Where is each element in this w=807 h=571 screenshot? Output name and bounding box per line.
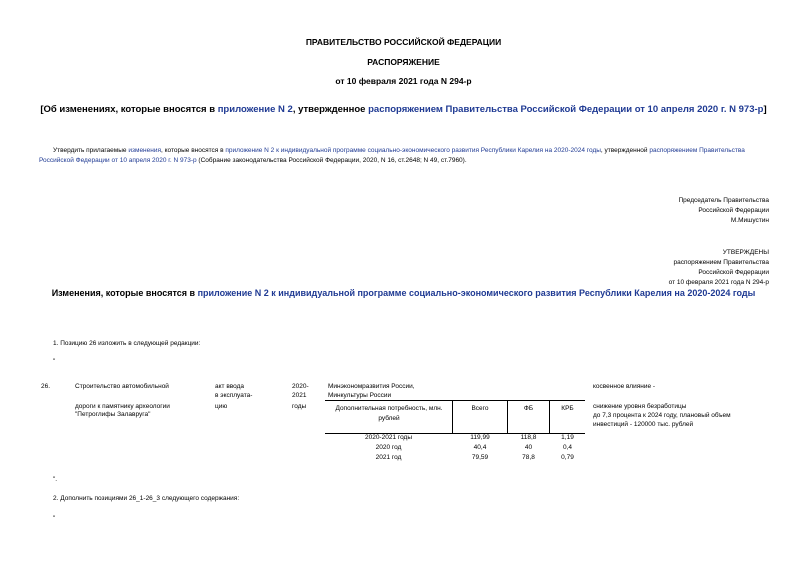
need-row-fb: 78,8: [522, 454, 535, 461]
item-2-text: 2. Дополнить позициями 26_1-26_3 следующего содержания:: [53, 495, 240, 502]
approved-line-3: Российской Федерации: [698, 269, 769, 276]
body-text-3: , утвержденной: [600, 147, 650, 154]
body-paragraph: [39, 146, 771, 166]
document-type: РАСПОРЯЖЕНИЕ: [367, 57, 440, 67]
document-title: [0, 104, 807, 115]
title-link-order[interactable]: распоряжением Правительства Российской Федерации от 10 апреля 2020 г. N 973-р: [368, 104, 764, 115]
row-period-line-3: годы: [292, 403, 307, 410]
row-number: 26.: [41, 383, 51, 390]
body-text-2: , которые вносятся в: [161, 147, 226, 154]
changes-title-link[interactable]: приложение N 2 к индивидуальной программе социально-экономического развития Республики Карелия на 2020-2024 годы: [197, 288, 756, 298]
approved-block: [469, 248, 769, 288]
need-table-header: [325, 400, 585, 434]
quote-open-2: ": [53, 515, 56, 522]
table-row: [325, 444, 585, 454]
signature-line-3: М.Мишустин: [730, 217, 769, 224]
need-row-total: 79,59: [471, 454, 489, 461]
row-doc-line-1: акт ввода: [215, 383, 245, 390]
row-responsible-line-1: Минэкономразвития России,: [328, 383, 415, 390]
body-link-changes[interactable]: изменения: [128, 147, 161, 154]
row-name-line-1: Строительство автомобильной: [75, 383, 169, 390]
row-name-line-2: дороги к памятнику археологии: [75, 403, 170, 410]
body-link-appendix[interactable]: приложение N 2 к индивидуальной программе социально-экономического развития Республики Карелия на 2020-2024 годы: [225, 147, 601, 154]
signature-line-2: Российской Федерации: [698, 207, 769, 214]
row-period-line-1: 2020-: [292, 383, 309, 390]
signature-block: [469, 196, 769, 226]
need-label-line-2: рублей: [378, 415, 400, 422]
need-row-krb: 1,19: [561, 434, 574, 441]
body-text-1: Утвердить прилагаемые: [53, 147, 129, 154]
need-row-fb: 40: [524, 444, 533, 451]
row-responsible-line-2: Минкультуры России: [328, 392, 392, 399]
title-open: [Об изменениях, которые вносятся в: [40, 104, 218, 115]
item-1-text: 1. Позицию 26 изложить в следующей редакции:: [53, 340, 201, 347]
need-row-krb: 0,4: [562, 444, 573, 451]
approved-line-2: распоряжением Правительства: [673, 259, 769, 266]
need-label-line-1: Дополнительная потребность, млн.: [335, 405, 443, 412]
need-header-fb: ФБ: [523, 405, 534, 412]
table-row: [325, 434, 585, 444]
approved-line-1: УТВЕРЖДЕНЫ: [722, 249, 769, 256]
table-row: [325, 454, 585, 464]
need-row-total: 119,99: [470, 434, 490, 441]
row-doc-line-3: цию: [215, 403, 228, 410]
quote-open: ": [53, 358, 56, 365]
signature-line-1: Председатель Правительства: [678, 197, 769, 204]
row-effect-line-2: снижение уровня безработицы: [593, 403, 687, 410]
need-row-label: 2021 год: [375, 454, 402, 461]
row-effect-line-4: инвестиций - 120000 тыс. рублей: [593, 421, 694, 428]
row-doc-line-2: в эксплуата-: [215, 392, 253, 399]
need-row-label: 2020-2021 годы: [364, 434, 413, 441]
need-table-top-border: [325, 400, 585, 401]
title-mid: , утвержденное: [292, 104, 369, 115]
body-link-order-b[interactable]: Правительства Российской Федерации от 10 апреля 2020 г. N 973-р: [39, 147, 745, 164]
need-row-label: 2020 год: [375, 444, 402, 451]
government-heading: ПРАВИТЕЛЬСТВО РОССИЙСКОЙ ФЕДЕРАЦИИ: [305, 37, 502, 47]
changes-title: [0, 288, 807, 298]
need-row-total: 40,4: [473, 444, 487, 451]
row-name-line-3: "Петроглифы Залавруга": [75, 411, 151, 418]
body-text-4: (Собрание законодательства Российской Федерации, 2020, N 16, ст.2648; N 49, ст.7960).: [196, 157, 467, 164]
need-row-krb: 0,79: [561, 454, 574, 461]
body-link-order-a[interactable]: распоряжением: [649, 147, 698, 154]
row-effect-line-1: косвенное влияние -: [593, 383, 656, 390]
row-effect-line-3: до 7,3 процента к 2024 году, плановый объем: [593, 412, 731, 419]
title-link-appendix[interactable]: приложение N 2: [217, 104, 293, 115]
changes-title-text: Изменения, которые вносятся в: [51, 288, 198, 298]
need-row-fb: 118,8: [520, 434, 537, 441]
title-close: ]: [763, 104, 767, 115]
need-header-krb: КРБ: [561, 405, 574, 412]
row-period-line-2: 2021: [292, 392, 307, 399]
quote-close: ".: [53, 476, 58, 483]
document-date: от 10 февраля 2021 года N 294-р: [335, 76, 472, 86]
approved-line-4: от 10 февраля 2021 года N 294-р: [668, 279, 769, 286]
need-header-total: Всего: [471, 405, 489, 412]
